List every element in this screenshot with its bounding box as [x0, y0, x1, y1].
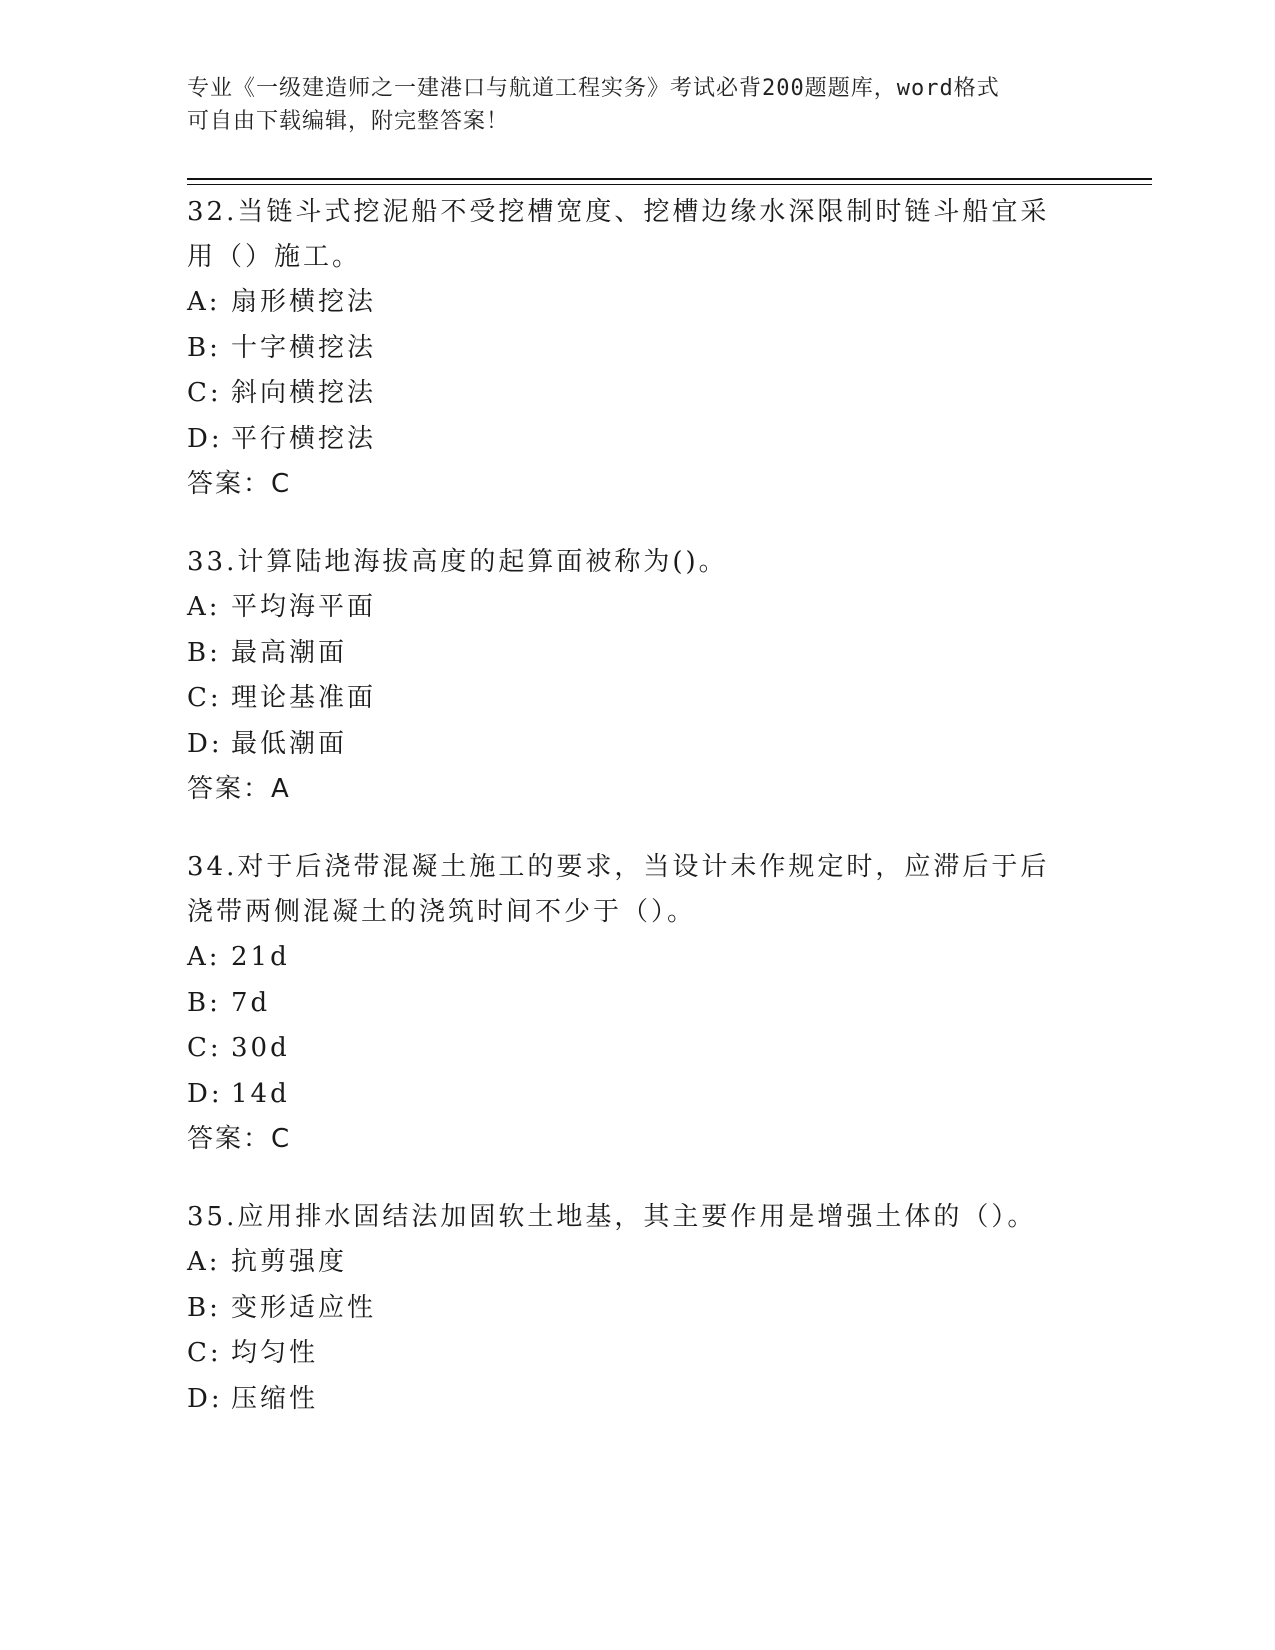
option-letter: A:	[187, 942, 221, 972]
option-b	[187, 631, 1077, 677]
option-letter: C:	[187, 683, 222, 713]
question-stem: 32.当链斗式挖泥船不受挖槽宽度、挖槽边缘水深限制时链斗船宜采用（）施工。	[187, 197, 1050, 272]
option-text: 7d	[231, 987, 271, 1018]
option-text: 十字横挖法	[231, 332, 377, 363]
option-letter: B:	[187, 332, 221, 363]
question-32	[187, 190, 1077, 507]
option-a	[187, 280, 1077, 326]
option-a	[187, 1240, 1077, 1286]
option-text: 平行横挖法	[231, 423, 377, 454]
answer-label: 答案：C	[187, 469, 292, 499]
option-letter: A:	[187, 592, 221, 622]
option-text: 变形适应性	[231, 1292, 377, 1323]
header-divider-thick	[187, 178, 1152, 180]
option-letter: D:	[187, 1078, 223, 1109]
header-line-2: 可自由下载编辑，附完整答案！	[187, 109, 510, 134]
option-letter: C:	[187, 1033, 222, 1063]
header-line-1: 专业《一级建造师之一建港口与航道工程实务》考试必背200题题库，word格式	[187, 76, 1000, 101]
option-letter: A:	[187, 1247, 221, 1277]
option-text: 最高潮面	[231, 637, 348, 668]
option-d	[187, 417, 1077, 463]
option-letter: C:	[187, 1338, 222, 1368]
option-letter: A:	[187, 287, 221, 317]
option-c	[187, 1026, 1077, 1072]
option-text: 斜向横挖法	[231, 378, 377, 408]
option-text: 压缩性	[231, 1383, 319, 1414]
option-c	[187, 676, 1077, 722]
option-text: 理论基准面	[231, 683, 377, 713]
option-letter: B:	[187, 637, 221, 668]
option-a	[187, 935, 1077, 981]
question-33	[187, 540, 1077, 812]
option-text: 最低潮面	[231, 728, 348, 759]
option-text: 14d	[231, 1078, 290, 1109]
option-text: 平均海平面	[231, 592, 377, 622]
answer-label: 答案：C	[187, 1124, 292, 1154]
question-stem: 33.计算陆地海拔高度的起算面被称为()。	[187, 547, 728, 577]
option-b	[187, 981, 1077, 1027]
answer-label: 答案：A	[187, 774, 291, 804]
option-letter: C:	[187, 378, 222, 408]
option-d	[187, 722, 1077, 768]
option-letter: B:	[187, 1292, 221, 1323]
question-35	[187, 1195, 1077, 1422]
option-letter: B:	[187, 987, 221, 1018]
option-b	[187, 1286, 1077, 1332]
option-letter: D:	[187, 423, 223, 454]
option-letter: D:	[187, 1383, 223, 1414]
document-header	[187, 72, 1067, 138]
question-list	[187, 190, 1077, 1455]
option-text: 30d	[231, 1033, 290, 1063]
option-b	[187, 326, 1077, 372]
question-34	[187, 845, 1077, 1162]
option-c	[187, 371, 1077, 417]
option-text: 均匀性	[231, 1338, 319, 1368]
option-letter: D:	[187, 728, 223, 759]
option-c	[187, 1331, 1077, 1377]
option-text: 扇形横挖法	[231, 287, 377, 317]
option-text: 21d	[231, 942, 290, 972]
header-divider-thin	[187, 184, 1152, 185]
option-d	[187, 1072, 1077, 1118]
option-text: 抗剪强度	[231, 1247, 348, 1277]
option-d	[187, 1377, 1077, 1423]
question-stem: 35.应用排水固结法加固软土地基，其主要作用是增强土体的（）。	[187, 1202, 1037, 1232]
question-stem: 34.对于后浇带混凝土施工的要求，当设计未作规定时，应滞后于后浇带两侧混凝土的浇筑时间不少于（）。	[187, 852, 1050, 927]
option-a	[187, 585, 1077, 631]
